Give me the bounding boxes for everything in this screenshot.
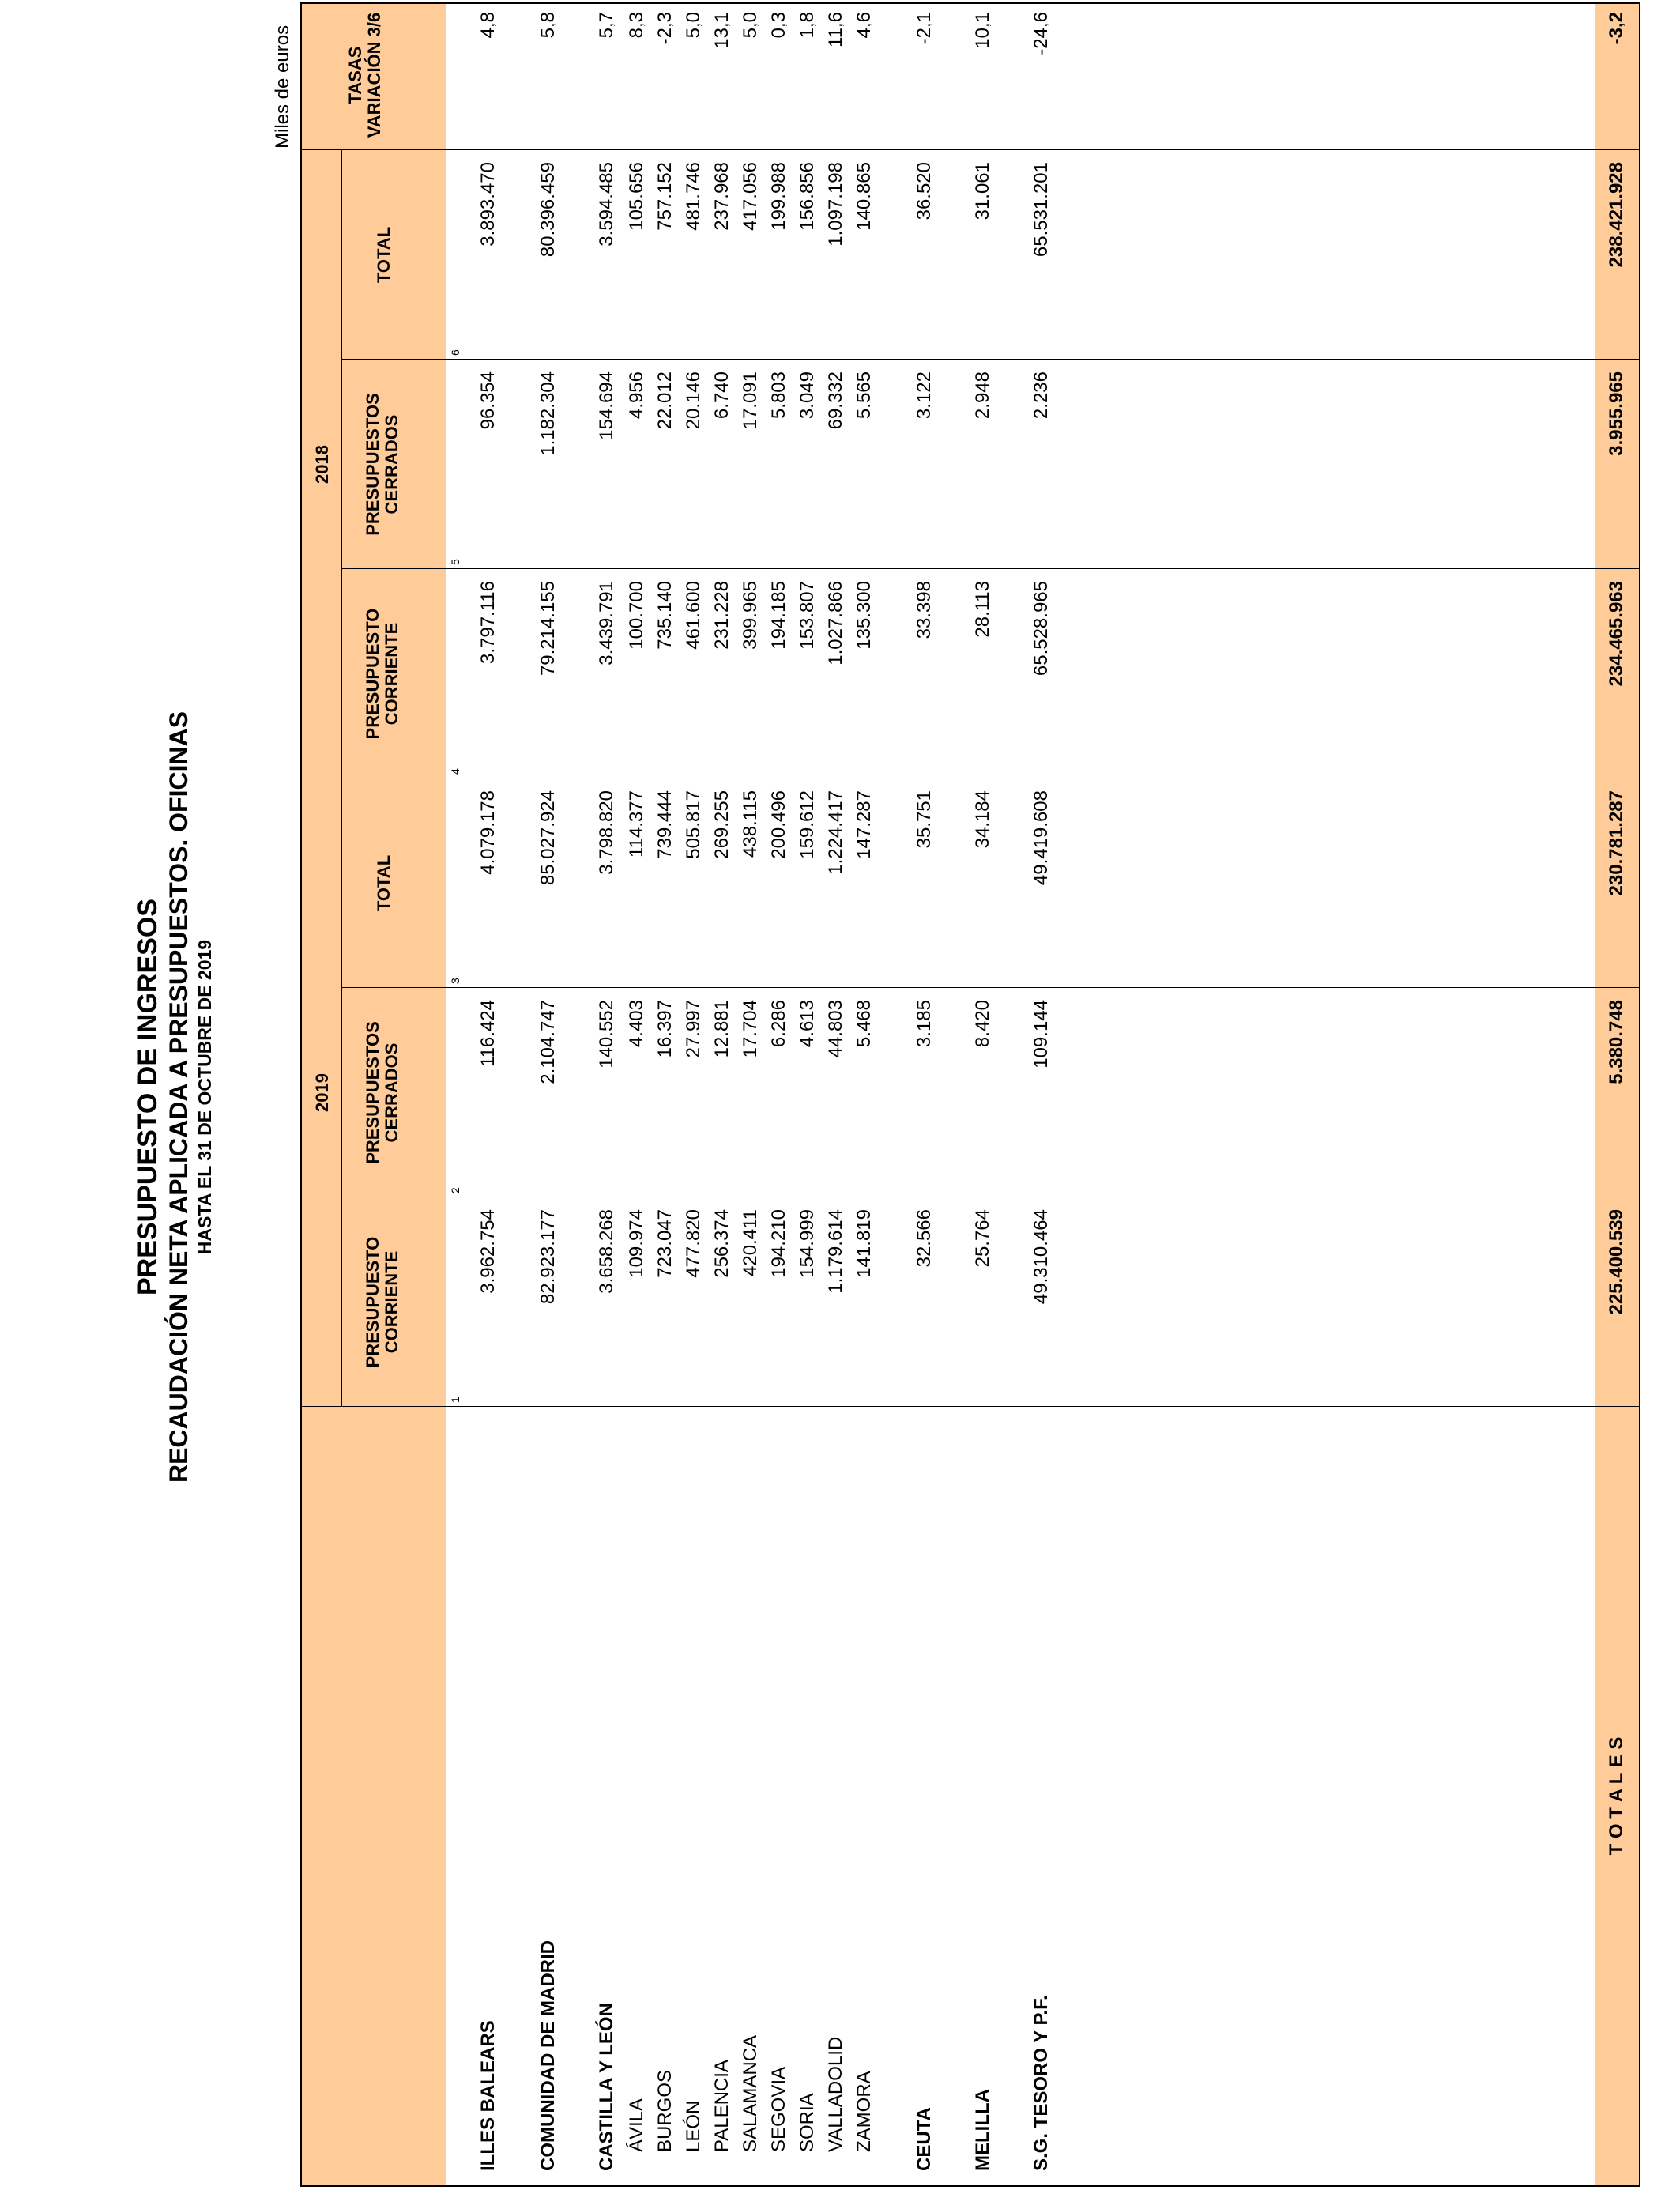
- cell-corriente-2018: 735.140: [654, 581, 676, 650]
- cell-cerrados-2018: 2.948: [972, 371, 993, 420]
- row-label: COMUNIDAD DE MADRID: [537, 1940, 559, 2171]
- cell-total-2019: 49.419.608: [1030, 790, 1052, 886]
- cell-total-2018: 140.865: [853, 162, 875, 231]
- cell-cerrados-2018: 3.122: [913, 371, 935, 420]
- cell-tasa: 11,6: [825, 12, 846, 47]
- row-label: CEUTA: [913, 2107, 935, 2171]
- cell-total-2019: 159.612: [797, 790, 818, 859]
- row-label: VALLADOLID: [825, 2036, 846, 2152]
- cell-corriente-2019: 1.179.614: [825, 1209, 846, 1294]
- cell-cerrados-2018: 6.740: [711, 371, 733, 420]
- row-label: S.G. TESORO Y P.F.: [1030, 1995, 1052, 2171]
- cell-cerrados-2018: 1.182.304: [537, 371, 559, 456]
- total-corriente-2018: 234.465.963: [1606, 581, 1627, 687]
- cell-cerrados-2018: 69.332: [825, 371, 846, 430]
- cell-total-2018: 156.856: [797, 162, 818, 231]
- cell-cerrados-2018: 17.091: [740, 371, 761, 430]
- total-cerrados-2018: 3.955.965: [1606, 371, 1627, 456]
- cell-cerrados-2019: 109.144: [1030, 1000, 1052, 1069]
- row-label: ILLES BALEARS: [477, 2020, 499, 2171]
- col-number-6: 6: [449, 349, 461, 356]
- col-cerrados-2019: PRESUPUESTOS CERRADOS: [363, 1021, 401, 1164]
- col-number-5: 5: [449, 559, 461, 565]
- cell-total-2019: 114.377: [626, 790, 647, 858]
- cell-cerrados-2018: 2.236: [1030, 371, 1052, 420]
- cell-corriente-2018: 231.228: [711, 581, 733, 650]
- cell-total-2018: 105.656: [626, 162, 647, 231]
- cell-cerrados-2018: 4.956: [626, 371, 647, 420]
- cell-tasa: 1,8: [797, 12, 818, 39]
- cell-corriente-2019: 3.658.268: [596, 1209, 617, 1294]
- cell-cerrados-2019: 8.420: [972, 1000, 993, 1048]
- cell-tasa: 5,0: [683, 12, 704, 39]
- cell-cerrados-2019: 5.468: [853, 1000, 875, 1048]
- total-cerrados-2019: 5.380.748: [1606, 1000, 1627, 1084]
- row-label: CASTILLA Y LEÓN: [596, 2003, 617, 2171]
- cell-tasa: 4,6: [853, 12, 875, 39]
- data-table: [300, 2, 1640, 2187]
- cell-total-2019: 269.255: [711, 790, 733, 859]
- cell-corriente-2018: 194.185: [768, 581, 789, 650]
- cell-corriente-2019: 141.819: [853, 1209, 875, 1278]
- col-number-4: 4: [449, 768, 461, 775]
- cell-tasa: 5,7: [596, 12, 617, 39]
- cell-corriente-2019: 32.566: [913, 1209, 935, 1268]
- cell-cerrados-2019: 12.881: [711, 1000, 733, 1058]
- cell-corriente-2019: 49.310.464: [1030, 1209, 1052, 1305]
- cell-total-2019: 739.444: [654, 790, 676, 859]
- cell-total-2018: 3.893.470: [477, 162, 499, 247]
- col-number-1: 1: [449, 1397, 461, 1403]
- cell-corriente-2019: 82.923.177: [537, 1209, 559, 1305]
- cell-corriente-2019: 109.974: [626, 1209, 647, 1278]
- cell-tasa: -2,3: [654, 12, 676, 45]
- cell-tasa: 10,1: [972, 12, 993, 49]
- cell-cerrados-2018: 96.354: [477, 371, 499, 430]
- cell-cerrados-2019: 27.997: [683, 1000, 704, 1058]
- cell-corriente-2019: 420.411: [740, 1209, 761, 1276]
- cell-corriente-2018: 3.797.116: [477, 581, 499, 664]
- cell-cerrados-2019: 6.286: [768, 1000, 789, 1048]
- cell-cerrados-2018: 5.803: [768, 371, 789, 420]
- row-label: PALENCIA: [711, 2060, 733, 2152]
- cell-tasa: -24,6: [1030, 12, 1052, 55]
- cell-corriente-2019: 154.999: [797, 1209, 818, 1278]
- report-date: HASTA EL 31 DE OCTUBRE DE 2019: [194, 939, 215, 1255]
- row-label: ÁVILA: [626, 2098, 647, 2152]
- cell-total-2018: 1.097.198: [825, 162, 846, 247]
- cell-corriente-2019: 256.374: [711, 1209, 733, 1278]
- cell-total-2018: 199.988: [768, 162, 789, 231]
- cell-cerrados-2019: 4.403: [626, 1000, 647, 1048]
- cell-total-2019: 3.798.820: [596, 790, 617, 875]
- row-label: LEÓN: [683, 2100, 704, 2152]
- cell-cerrados-2018: 5.565: [853, 371, 875, 420]
- cell-cerrados-2018: 20.146: [683, 371, 704, 430]
- cell-corriente-2018: 3.439.791: [596, 581, 617, 665]
- cell-cerrados-2019: 2.104.747: [537, 1000, 559, 1084]
- col-tasas: TASAS VARIACIÓN 3/6: [345, 12, 384, 138]
- row-label: MELILLA: [972, 2089, 993, 2171]
- cell-corriente-2019: 25.764: [972, 1209, 993, 1268]
- row-label: SEGOVIA: [768, 2066, 789, 2152]
- cell-total-2018: 65.531.201: [1030, 162, 1052, 258]
- cell-corriente-2018: 79.214.155: [537, 581, 559, 677]
- total-total-2019: 230.781.287: [1606, 790, 1627, 896]
- cell-cerrados-2019: 16.397: [654, 1000, 676, 1058]
- cell-corriente-2018: 461.600: [683, 581, 704, 650]
- cell-tasa: 13,1: [711, 12, 733, 49]
- cell-total-2019: 35.751: [913, 790, 935, 849]
- row-label: SALAMANCA: [740, 2034, 761, 2152]
- cell-tasa: 8,3: [626, 12, 647, 39]
- col-cerrados-2018: PRESUPUESTOS CERRADOS: [363, 393, 401, 536]
- cell-corriente-2019: 194.210: [768, 1209, 789, 1278]
- cell-corriente-2018: 33.398: [913, 581, 935, 639]
- cell-tasa: -2,1: [913, 12, 935, 45]
- cell-corriente-2018: 28.113: [972, 581, 993, 638]
- cell-tasa: 4,8: [477, 12, 499, 39]
- cell-cerrados-2018: 3.049: [797, 371, 818, 420]
- year-2018-header: 2018: [312, 445, 332, 484]
- col-corriente-2018: PRESUPUESTO CORRIENTE: [363, 608, 401, 740]
- cell-total-2018: 417.056: [740, 162, 761, 231]
- col-number-3: 3: [449, 978, 461, 984]
- cell-corriente-2018: 135.300: [853, 581, 875, 650]
- cell-tasa: 5,8: [537, 12, 559, 39]
- cell-corriente-2019: 723.047: [654, 1209, 676, 1278]
- units-label: Miles de euros: [272, 25, 293, 149]
- report-title: PRESUPUESTO DE INGRESOS: [133, 899, 163, 1295]
- cell-cerrados-2019: 116.424: [477, 1000, 499, 1067]
- cell-total-2018: 31.061: [972, 162, 993, 221]
- cell-cerrados-2019: 17.704: [740, 1000, 761, 1058]
- col-total-2019: TOTAL: [374, 854, 394, 912]
- cell-cerrados-2019: 140.552: [596, 1000, 617, 1069]
- cell-cerrados-2019: 3.185: [913, 1000, 935, 1048]
- cell-tasa: 0,3: [768, 12, 789, 39]
- cell-total-2019: 147.287: [853, 790, 875, 859]
- cell-total-2018: 481.746: [683, 162, 704, 231]
- cell-total-2019: 1.224.417: [825, 790, 846, 875]
- cell-total-2018: 237.968: [711, 162, 733, 231]
- col-corriente-2019: PRESUPUESTO CORRIENTE: [363, 1236, 401, 1368]
- total-total-2018: 238.421.928: [1606, 162, 1627, 268]
- total-corriente-2019: 225.400.539: [1606, 1209, 1627, 1315]
- cell-cerrados-2019: 4.613: [797, 1000, 818, 1048]
- cell-total-2019: 85.027.924: [537, 790, 559, 886]
- cell-total-2018: 80.396.459: [537, 162, 559, 258]
- cell-total-2019: 505.817: [683, 790, 704, 859]
- cell-total-2019: 438.115: [740, 790, 761, 858]
- row-label: ZAMORA: [853, 2071, 875, 2152]
- cell-total-2019: 34.184: [972, 790, 993, 849]
- cell-total-2018: 757.152: [654, 162, 676, 231]
- row-label: SORIA: [797, 2093, 818, 2152]
- total-tasa: -3,2: [1606, 12, 1627, 45]
- cell-cerrados-2018: 154.694: [596, 371, 617, 440]
- cell-corriente-2019: 3.962.754: [477, 1209, 499, 1294]
- col-number-2: 2: [449, 1187, 461, 1193]
- row-label: BURGOS: [654, 2069, 676, 2152]
- cell-corriente-2018: 65.528.965: [1030, 581, 1052, 677]
- report-subtitle: RECAUDACIÓN NETA APLICADA A PRESUPUESTOS. OFICINAS: [164, 711, 193, 1483]
- cell-total-2019: 200.496: [768, 790, 789, 859]
- cell-corriente-2018: 100.700: [626, 581, 647, 650]
- cell-corriente-2019: 477.820: [683, 1209, 704, 1278]
- col-total-2018: TOTAL: [374, 226, 394, 284]
- cell-tasa: 5,0: [740, 12, 761, 39]
- cell-total-2019: 4.079.178: [477, 790, 499, 875]
- cell-total-2018: 3.594.485: [596, 162, 617, 247]
- cell-total-2018: 36.520: [913, 162, 935, 221]
- cell-corriente-2018: 1.027.866: [825, 581, 846, 665]
- cell-corriente-2018: 399.965: [740, 581, 761, 650]
- cell-corriente-2018: 153.807: [797, 581, 818, 650]
- totals-label: T O T A L E S: [1606, 1736, 1627, 1856]
- cell-cerrados-2019: 44.803: [825, 1000, 846, 1058]
- cell-cerrados-2018: 22.012: [654, 371, 676, 430]
- year-2019-header: 2019: [312, 1073, 332, 1112]
